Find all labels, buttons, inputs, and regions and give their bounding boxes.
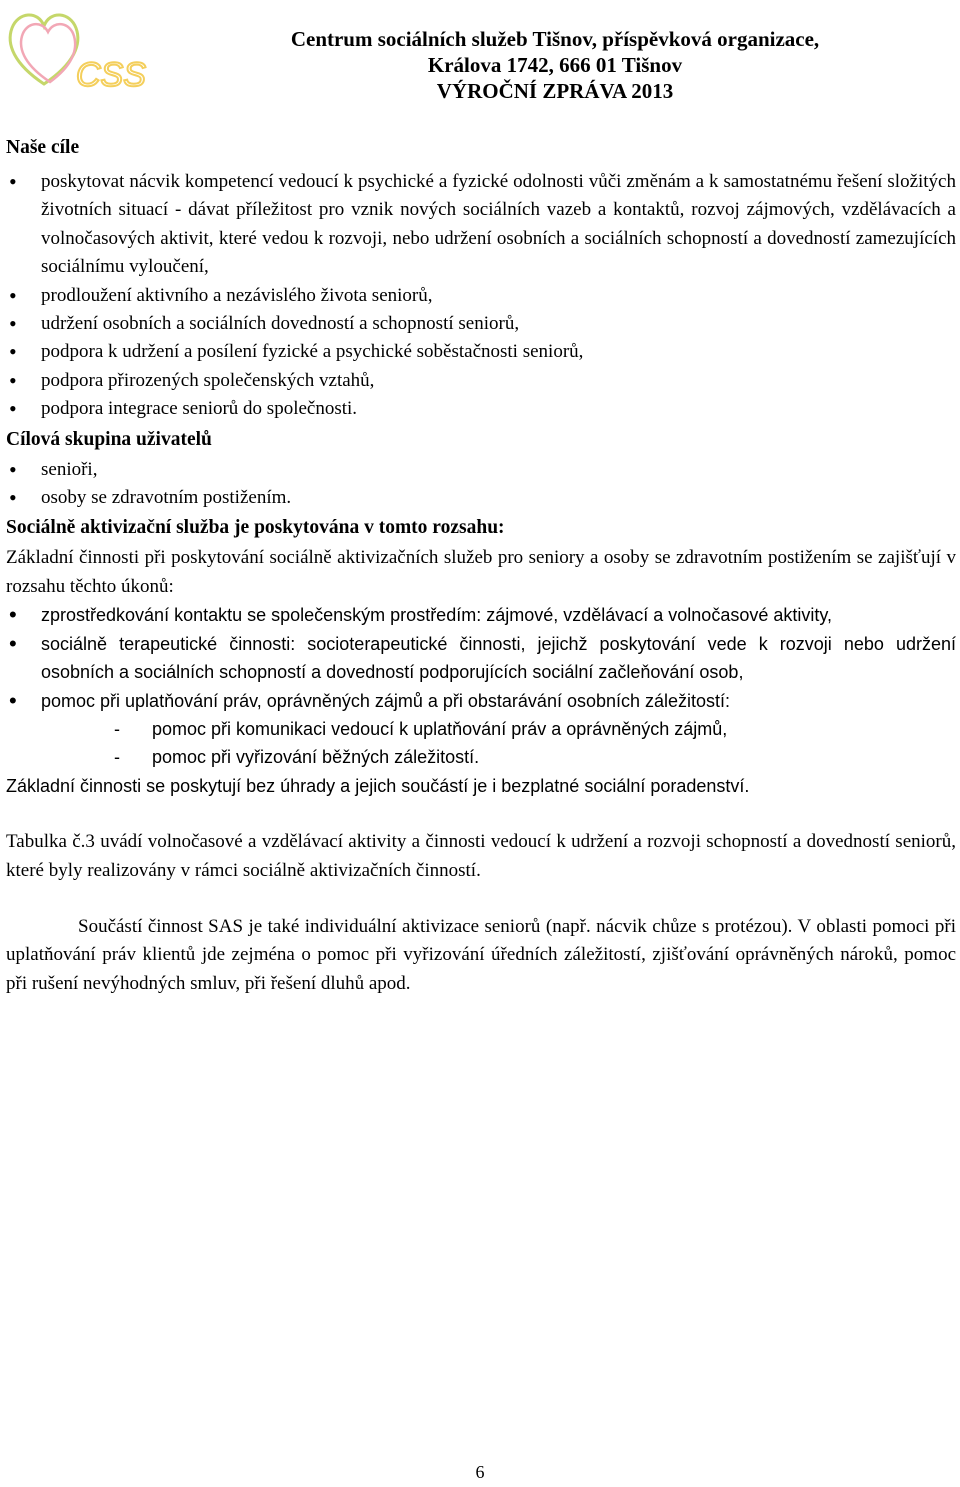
scope-sublist: [6, 715, 956, 772]
list-item: • sociálně terapeutické činnosti: socioterapeutické činnosti, jejichž poskytování vede k rozvoji nebo udržení osobních a sociálních schopností a dovedností podporujících sociální začleňování osob,: [6, 630, 956, 687]
page-number: 6: [475, 1462, 485, 1482]
list-item: • podpora přirozených společenských vztahů,: [6, 367, 956, 395]
scope-list: [6, 601, 956, 715]
list-item: • zprostředkování kontaktu se společenským prostředím: zájmové, vzdělávací a volnočasové aktivity,: [6, 601, 956, 629]
list-item: • podpora integrace seniorů do společnosti.: [6, 395, 956, 423]
paragraph-spacer: [6, 800, 956, 828]
list-item: • podpora k udržení a posílení fyzické a psychické soběstačnosti seniorů,: [6, 338, 956, 366]
list-item: • senioři,: [6, 456, 956, 484]
list-item: - pomoc při vyřizování běžných záležitostí.: [6, 743, 956, 771]
header-organization: Centrum sociálních služeb Tišnov, příspěvková organizace,: [290, 27, 820, 51]
goals-list: [6, 168, 956, 424]
goals-heading: Naše cíle: [6, 137, 80, 158]
header-address: Králova 1742, 666 01 Tišnov: [427, 53, 683, 77]
list-item: • udržení osobních a sociálních dovedností a schopností seniorů,: [6, 310, 956, 338]
scope-closing: Základní činnosti se poskytují bez úhrady a jejich součástí je i bezplatné sociální poradenství.: [6, 775, 750, 796]
list-item: - pomoc při komunikaci vedoucí k uplatňování práv a oprávněných zájmů,: [6, 715, 956, 743]
scope-intro: Základní činnosti při poskytování sociálně aktivizačních služeb pro seniory a osoby se zdravotním postižením se zajišťují v rozsahu těchto úkonů:: [6, 547, 956, 597]
document-header: [150, 26, 960, 104]
target-group-heading: Cílová skupina uživatelů: [6, 428, 212, 450]
table-reference-paragraph: Tabulka č.3 uvádí volnočasové a vzdělávací aktivity a činnosti vedoucí k udržení a rozvoji schopností a dovedností seniorů, které byly realizovány v rámci sociálně aktivizačních činností.: [6, 831, 956, 881]
organization-logo: [4, 4, 146, 94]
list-item: • osoby se zdravotním postižením.: [6, 484, 956, 512]
logo-text: CSS: [76, 56, 146, 94]
list-item: • pomoc při uplatňování práv, oprávněných zájmů a při obstarávání osobních záležitostí:: [6, 687, 956, 715]
header-report-title: VÝROČNÍ ZPRÁVA 2013: [436, 79, 674, 103]
scope-heading: Sociálně aktivizační služba je poskytována v tomto rozsahu:: [6, 517, 505, 539]
list-item: • prodloužení aktivního a nezávislého života seniorů,: [6, 282, 956, 310]
individual-activation-paragraph: Součástí činnost SAS je také individuální aktivizace seniorů (např. nácvik chůze s protézou). V oblasti pomoci při uplatňování práv klientů jde zejména o pomoc při vyřizování úředních záležitostí, zjišťování oprávněných nároků, pomoc při rušení nevýhodných smluv, při řešení dluhů apod.: [6, 915, 956, 994]
target-group-list: [6, 456, 956, 513]
paragraph-spacer: [6, 885, 956, 913]
page-content: [6, 132, 956, 998]
list-item: • poskytovat nácvik kompetencí vedoucí k psychické a fyzické odolnosti vůči změnám a k samostatnému řešení složitých životních situací - dávat příležitost pro vznik nových sociálních vazeb a kontaktů, rozvoj zájmových, vzdělávacích a volnočasových aktivit, které vedou k rozvoji, nebo udržení osobních a sociálních schopností a dovedností zamezujících sociálnímu vyloučení,: [6, 168, 956, 282]
